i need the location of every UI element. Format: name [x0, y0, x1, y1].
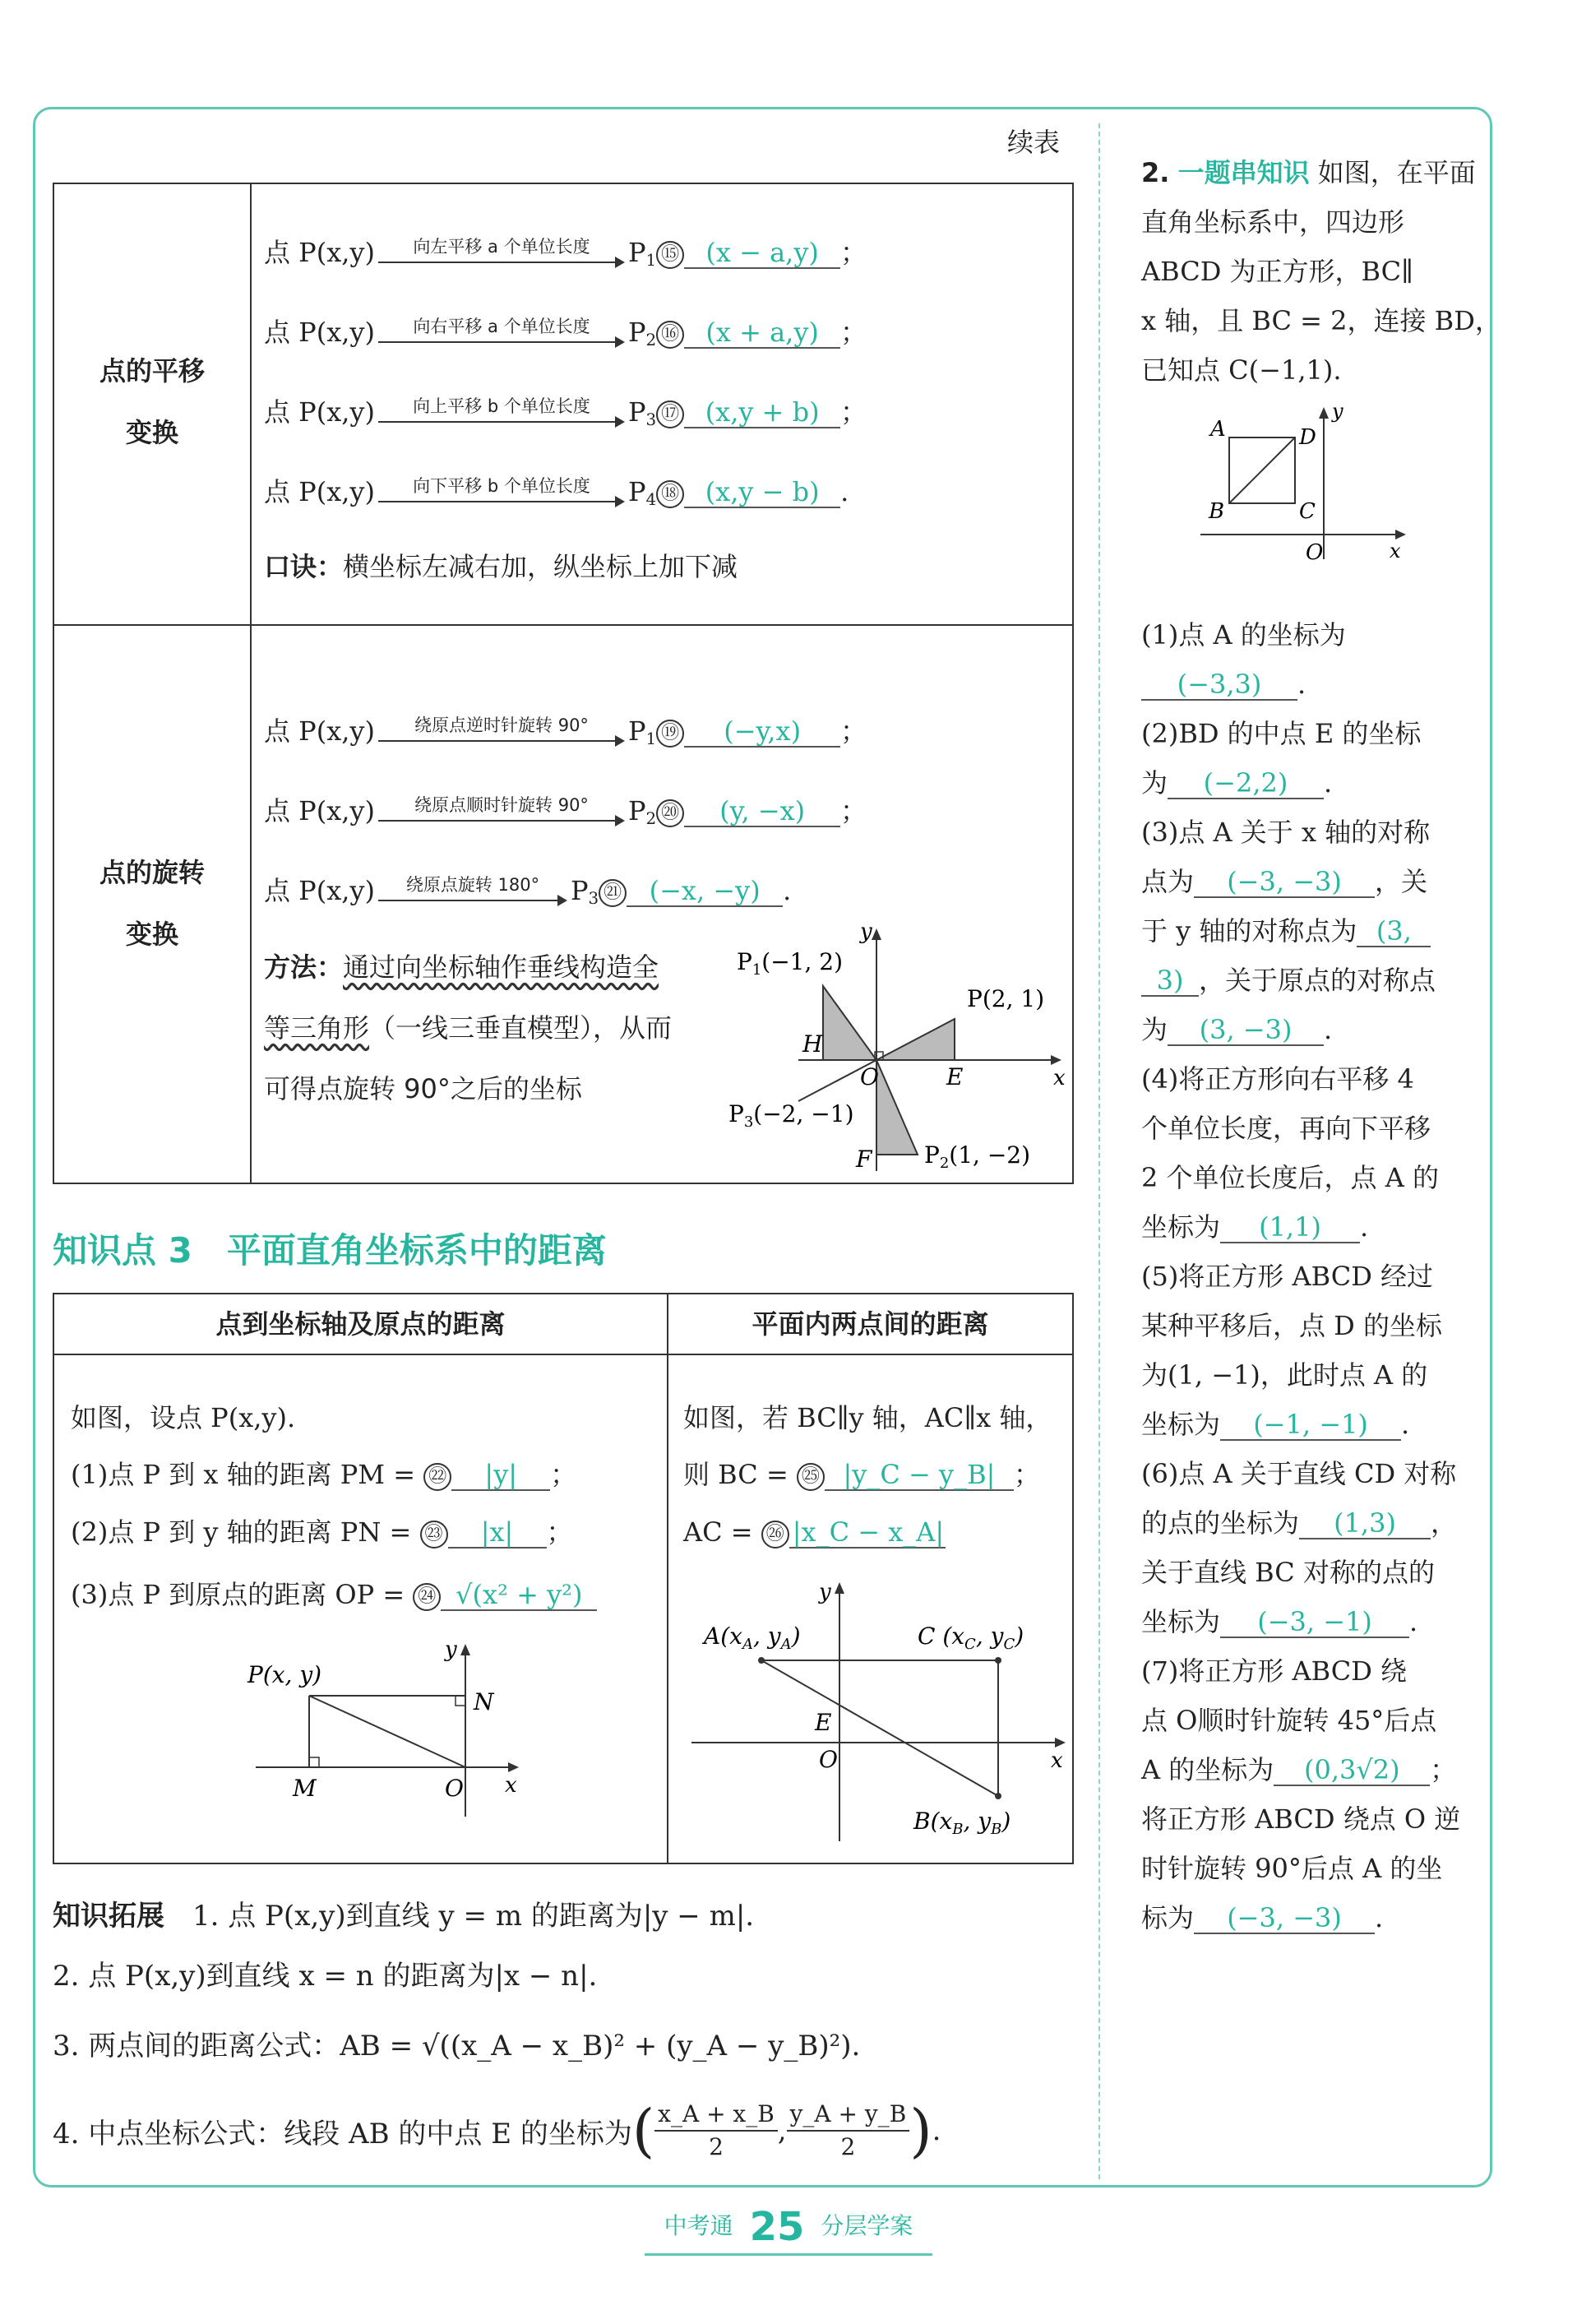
- point-distance-figure: [243, 1623, 539, 1825]
- translation-head: 点的平移 变换: [99, 355, 205, 448]
- expansion-line-4: 4. 中点坐标公式：线段 AB 的中点 E 的坐标为 ( x_A + x_B 2 , y_A + y_B 2 ) .: [53, 2097, 941, 2164]
- answer-blank: (x + a,y): [684, 318, 840, 349]
- y-axis-arrow-icon: [1319, 407, 1329, 419]
- left-q2: (2)点 P 到 y 轴的距离 PN = ㉓ |x| ；: [71, 1516, 573, 1548]
- x-axis-arrow-icon: [1395, 530, 1406, 539]
- translation-row: 点 P(x,y) 向左平移 a 个单位长度 $P_1$ ⑮ (x − a,y) ；: [264, 232, 867, 271]
- label-o: O: [445, 1775, 464, 1802]
- label-c: C ($x_C$, $y_C$): [918, 1623, 1024, 1653]
- label-d: D: [1299, 425, 1316, 450]
- footer: 中考通 25 分层学案: [0, 2204, 1577, 2256]
- rotation-figure: [728, 920, 1074, 1183]
- x-axis-arrow-icon: [1051, 1055, 1061, 1065]
- rotation-row: 点 P(x,y) 绕原点顺时针旋转 90° $P_2$ ⑳ (y, −x) ；: [264, 790, 867, 830]
- transform-table: [53, 183, 1074, 1184]
- label-f: F: [856, 1146, 872, 1173]
- label-y: y: [445, 1637, 457, 1662]
- label-p2: $P_2(1$, −2): [924, 1141, 1031, 1172]
- column-divider: [1098, 123, 1100, 2179]
- label-x: x: [1053, 1066, 1066, 1090]
- translation-row: 点 P(x,y) 向下平移 b 个单位长度 $P_4$ ⑱ (x,y − b) .: [264, 471, 849, 511]
- y-axis-arrow-icon: [872, 928, 881, 940]
- label-b: B: [1209, 499, 1225, 524]
- label-x: x: [505, 1773, 517, 1798]
- problem-tag: 一题串知识: [1177, 157, 1310, 188]
- label-b: $B(x_B$, $y_B$): [913, 1808, 1011, 1838]
- rotation-head: 点的旋转 变换: [99, 857, 205, 950]
- triangle-p2: [876, 1060, 918, 1155]
- triangle-p: [876, 1019, 955, 1060]
- label-e: E: [946, 1063, 964, 1090]
- arrow-icon: [615, 416, 625, 428]
- answer-blank: (y, −x): [684, 797, 840, 827]
- arrow-label: 绕原点顺时针旋转 90°: [414, 794, 589, 815]
- expansion-line-2: 2. 点 P(x,y)到直线 x = n 的距离为|x − n|.: [53, 1960, 598, 1993]
- continued-label: 续表: [1007, 127, 1061, 158]
- mnemonic: 口诀：横坐标左减右加，纵坐标上加下减: [264, 551, 738, 582]
- problem-2: 2. 一题串知识 如图，在平面 直角坐标系中，四边形 ABCD 为正方形，BC∥ x 轴，且 BC = 2，连接 BD， 已知点 C(−1,1).: [1141, 157, 1501, 386]
- distance-table: [53, 1293, 1074, 1864]
- head-left: 点到坐标轴及原点的距离: [215, 1308, 506, 1340]
- label-a: A: [1210, 417, 1226, 442]
- label-x: x: [1051, 1748, 1063, 1773]
- label-y: y: [1332, 400, 1343, 423]
- rotation-method: 方法：通过向坐标轴作垂线构造全 等三角形（一线三垂直模型），从而 可得点旋转 90°之后的坐标: [264, 951, 673, 1104]
- answer-blank: (x,y − b): [684, 478, 840, 508]
- label-e: E: [815, 1709, 832, 1736]
- left-q3: (3)点 P 到原点的距离 OP = ㉔ √(x² + y²): [71, 1574, 597, 1612]
- head-right: 平面内两点间的距离: [752, 1308, 989, 1340]
- triangle-p1: [823, 986, 876, 1060]
- arrow-label: 向左平移 a 个单位长度: [413, 236, 590, 257]
- arrow-label: 绕原点逆时针旋转 90°: [414, 715, 589, 735]
- answer-blank: (−x, −y): [627, 877, 783, 907]
- label-y: y: [819, 1580, 831, 1604]
- arrow-icon: [615, 815, 625, 826]
- problem-2-questions: (1)点 A 的坐标为 (−3,3) . (2)BD 的中点 E 的坐标 为 (−2,2) . (3)点 A 关于 x 轴的对称 点为 (−3, −3) ，关 于 y 轴的对称点为 (3, 3) ，关于原点的对称点 为 (3, −3) . (4)将正方形向右平移 4 个单位长度，再向下平移 2 个单位长度后，点 A 的 坐标为 (1,1) . (5)将正方形 ABCD 经过 某种平移后，点 D 的坐标 为(1, −1)，此时点 A 的 坐标为 (−1, −1) . (6)点 A 关于直线 CD 对称 的点的坐标为 (1,3) ， 关于直线 BC 对称的点的 坐标为 (−3, −1) . (7)将正方形 ABCD 绕 点 O顺时针旋转 45°后点 A 的坐标为 (0,3√2) ； 将正方形 ABCD 绕点 O 逆 时针旋转 90°后点 A 的坐 标为 (−3, −3) .: [1141, 619, 1461, 1933]
- label-o: O: [1306, 540, 1324, 565]
- x-axis-arrow-icon: [1055, 1738, 1066, 1748]
- label-o: O: [860, 1063, 879, 1090]
- page-number: 25: [749, 2204, 805, 2250]
- label-m: M: [293, 1775, 317, 1802]
- y-axis-arrow-icon: [835, 1582, 844, 1594]
- arrow-label: 向右平移 a 个单位长度: [413, 316, 590, 336]
- left-q1: (1)点 P 到 x 轴的距离 PM = ㉒ |y| ；: [71, 1459, 577, 1490]
- expansion-line-1: 知识拓展 1. 点 P(x,y)到直线 y = m 的距离为|y − m|.: [53, 1900, 755, 1933]
- arrow-icon: [615, 735, 625, 747]
- arrow-label: 绕原点旋转 180°: [405, 874, 540, 895]
- label-x: x: [1390, 539, 1401, 562]
- arrow-label: 向上平移 b 个单位长度: [413, 396, 590, 416]
- label-o: O: [819, 1746, 838, 1773]
- section-title: 知识点 3 平面直角坐标系中的距离: [53, 1230, 607, 1271]
- answer-blank: (−y,x): [684, 717, 840, 748]
- label-p3: $P_3(-2$, −1): [728, 1100, 854, 1131]
- right-intro: 如图，若 BC∥y 轴，AC∥x 轴，: [683, 1402, 1052, 1433]
- label-p: P(x, y): [247, 1661, 322, 1688]
- y-axis-arrow-icon: [460, 1644, 470, 1655]
- arrow-icon: [615, 496, 625, 507]
- label-h: H: [802, 1030, 823, 1058]
- rotation-row: 点 P(x,y) 绕原点逆时针旋转 90° $P_1$ ⑲ (−y,x) ；: [264, 711, 867, 750]
- arrow-icon: [615, 336, 625, 348]
- label-c: C: [1299, 499, 1316, 524]
- left-intro: 如图，设点 P(x,y).: [71, 1402, 296, 1433]
- translation-row: 点 P(x,y) 向右平移 a 个单位长度 $P_2$ ⑯ (x + a,y) ；: [264, 312, 867, 351]
- rotation-row: 点 P(x,y) 绕原点旋转 180° $P_3$ ㉑ (−x, −y) .: [264, 870, 791, 910]
- translation-row: 点 P(x,y) 向上平移 b 个单位长度 $P_3$ ⑰ (x,y + b) ；: [264, 391, 867, 431]
- label-n: N: [474, 1688, 494, 1715]
- right-q2: AC = ㉖ |x_C − x_A|: [683, 1516, 945, 1548]
- x-axis-arrow-icon: [508, 1762, 519, 1772]
- square-figure: [1192, 395, 1422, 576]
- arrow-icon: [615, 257, 625, 268]
- two-point-figure: [683, 1566, 1070, 1862]
- answer-blank: (x − a,y): [684, 238, 840, 269]
- answer-blank: (x,y + b): [684, 398, 840, 428]
- arrow-icon: [557, 895, 567, 906]
- label-p1: $P_1(-1$, 2): [737, 948, 844, 979]
- label-y: y: [860, 920, 872, 944]
- expansion-line-3: 3. 两点间的距离公式：AB = √((x_A − x_B)² + (y_A − y_B)²).: [53, 2030, 861, 2062]
- label-a: $A(x_A$, $y_A$): [704, 1623, 801, 1653]
- right-q1: 则 BC = ㉕ |y_C − y_B| ；: [683, 1459, 1040, 1490]
- arrow-label: 向下平移 b 个单位长度: [413, 475, 590, 496]
- label-p: P(2, 1): [967, 985, 1045, 1012]
